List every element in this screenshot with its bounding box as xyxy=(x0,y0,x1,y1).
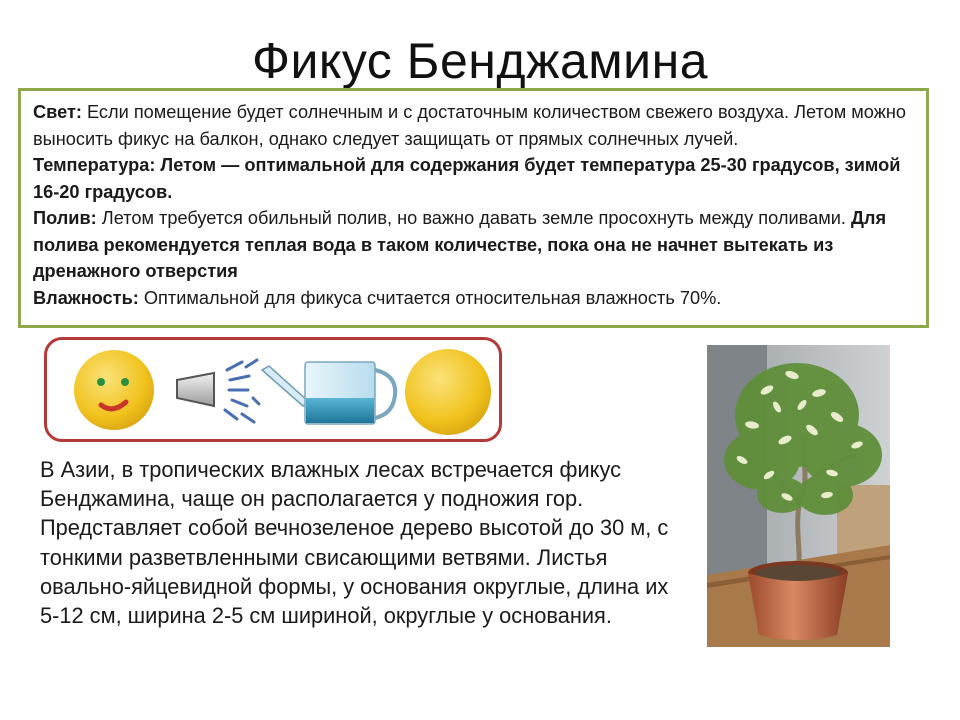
page-title: Фикус Бенджамина xyxy=(251,33,709,89)
light-label: Свет: xyxy=(33,102,82,122)
temperature-label: Температура: xyxy=(33,155,156,175)
watering-can-icon xyxy=(262,362,395,424)
description-paragraph: В Азии, в тропических влажных лесах встречается фикус Бенджамина, чаще он располагается у подножия гор. Представляет собой вечнозеленое дерево высотой до 30 м, с тонкими разветвленными свисающими ветвями. Листья овально-яйцевидной формы, у основания округлые, длина их 5-12 см, ширина 2-5 см шириной, округлые у основания. xyxy=(40,457,669,629)
humidity-text: Оптимальной для фикуса считается относительная влажность 70%. xyxy=(138,287,722,308)
temperature-text: Летом — оптимальной для содержания будет температура 25-30 градусов, зимой 16-20 градусов. xyxy=(33,155,901,202)
humidity-paragraph xyxy=(33,285,916,312)
light-paragraph xyxy=(33,99,916,152)
watering-label: Полив: xyxy=(33,208,97,228)
temperature-paragraph xyxy=(33,152,916,205)
watering-bold-text: Для полива рекомендуется теплая вода в таком количестве, пока она не начнет вытекать из дренажного отверстия xyxy=(33,208,887,281)
care-instructions-box xyxy=(18,88,929,328)
humidity-label: Влажность: xyxy=(33,287,139,308)
smiley-face-icon xyxy=(74,350,154,430)
sun-icon xyxy=(405,349,491,435)
spray-bottle-icon xyxy=(177,360,259,422)
care-icons-panel xyxy=(44,337,502,442)
watering-paragraph xyxy=(33,205,916,285)
light-text: Если помещение будет солнечным и с достаточным количеством свежего воздуха. Летом можно выносить фикус на балкон, однако следует защищать от прямых солнечных лучей. xyxy=(33,102,907,149)
watering-text: Летом требуется обильный полив, но важно давать земле просохнуть между поливами. xyxy=(96,208,851,228)
ficus-plant-photo xyxy=(707,345,890,647)
